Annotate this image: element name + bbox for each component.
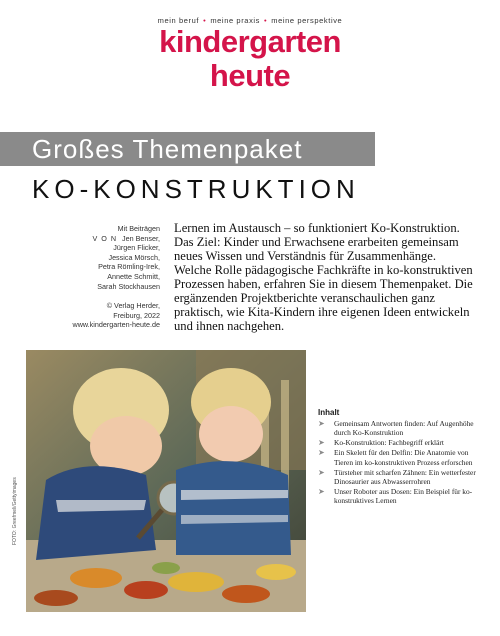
toc-heading: Inhalt bbox=[318, 408, 340, 417]
tagline-part-1: mein beruf bbox=[157, 16, 200, 25]
publisher-line: © Verlag Herder, bbox=[106, 301, 160, 311]
tagline-dot: • bbox=[264, 16, 268, 25]
toc-item-label: Türsteher mit scharfen Zähnen: Ein wetterfester Dinosaurier aus Abwasserrohren bbox=[334, 467, 476, 486]
von-label: VON bbox=[92, 233, 121, 243]
credits-spacer bbox=[40, 291, 160, 301]
cover-photo bbox=[26, 350, 306, 612]
toc-item-label: Unser Roboter aus Dosen: Ein Beispiel für ko-konstruktives Lernen bbox=[334, 486, 473, 506]
toc-item bbox=[318, 487, 488, 506]
arrow-right-icon: ➤ bbox=[318, 419, 325, 428]
page-subtitle: KO-KONSTRUKTION bbox=[32, 174, 360, 204]
toc-item-label: Ko-Konstruktion: Fachbegriff erklärt bbox=[334, 438, 444, 448]
toc-item bbox=[318, 419, 488, 438]
author-credits bbox=[40, 224, 160, 330]
intro-text: Lernen im Austausch – so funktioniert Ko-Konstruktion. Das Ziel: Kinder und Erwachsene erarbeiten gemeinsam neues Wissen und Verständnis für Zusammenhänge. Welche Rolle pädagogische Fachkräfte in ko-konstruktiven Prozessen haben, erfahren Sie in diesem Themenpaket. Die ergänzenden Projektberichte veranschaulichen ganz praktisch, wie Kita-Kindern ihre eigenen Ideen entwickeln und ihnen nachgehen. bbox=[174, 221, 473, 333]
arrow-right-icon: ➤ bbox=[318, 448, 325, 458]
table-of-contents bbox=[318, 408, 488, 506]
author-name: Sarah Stockhausen bbox=[97, 281, 160, 291]
arrow-right-icon: ➤ bbox=[318, 438, 325, 448]
photo-illustration bbox=[26, 350, 306, 612]
toc-item bbox=[318, 448, 488, 467]
credits-line: Mit Beiträgen bbox=[117, 224, 160, 233]
photo-credit: FOTO: Greefmeli/Gettyimages bbox=[12, 477, 18, 545]
author-name: Jen Benser, bbox=[122, 233, 160, 243]
publisher-url: www.kindergarten-heute.de bbox=[72, 320, 160, 330]
credits-von-line bbox=[40, 234, 160, 244]
page-title: Großes Themenpaket bbox=[32, 134, 303, 164]
author-name: Petra Römling-Irek, bbox=[98, 262, 160, 272]
publisher-line: Freiburg, 2022 bbox=[113, 310, 160, 320]
logo-kindergarten: kindergarten bbox=[159, 24, 341, 59]
logo-heute: heute bbox=[209, 58, 291, 93]
tagline-dot: • bbox=[203, 16, 207, 25]
author-name: Jürgen Flicker, bbox=[113, 243, 160, 253]
toc-item bbox=[318, 468, 488, 487]
tagline-part-3: meine perspektive bbox=[271, 16, 343, 25]
toc-item-label: Ein Skelett für den Delfin: Die Anatomie von Tieren im ko-konstruktiven Prozess erforschen bbox=[334, 448, 473, 467]
tagline-part-2: meine praxis bbox=[210, 16, 261, 25]
toc-item bbox=[318, 438, 488, 447]
author-name: Jessica Mörsch, bbox=[108, 252, 160, 262]
author-name: Annette Schmitt, bbox=[107, 271, 160, 281]
arrow-right-icon: ➤ bbox=[318, 467, 325, 477]
toc-item-label: Gemeinsam Antworten finden: Auf Augenhöhe durch Ko-Konstruktion bbox=[334, 419, 474, 438]
arrow-right-icon: ➤ bbox=[318, 486, 325, 496]
